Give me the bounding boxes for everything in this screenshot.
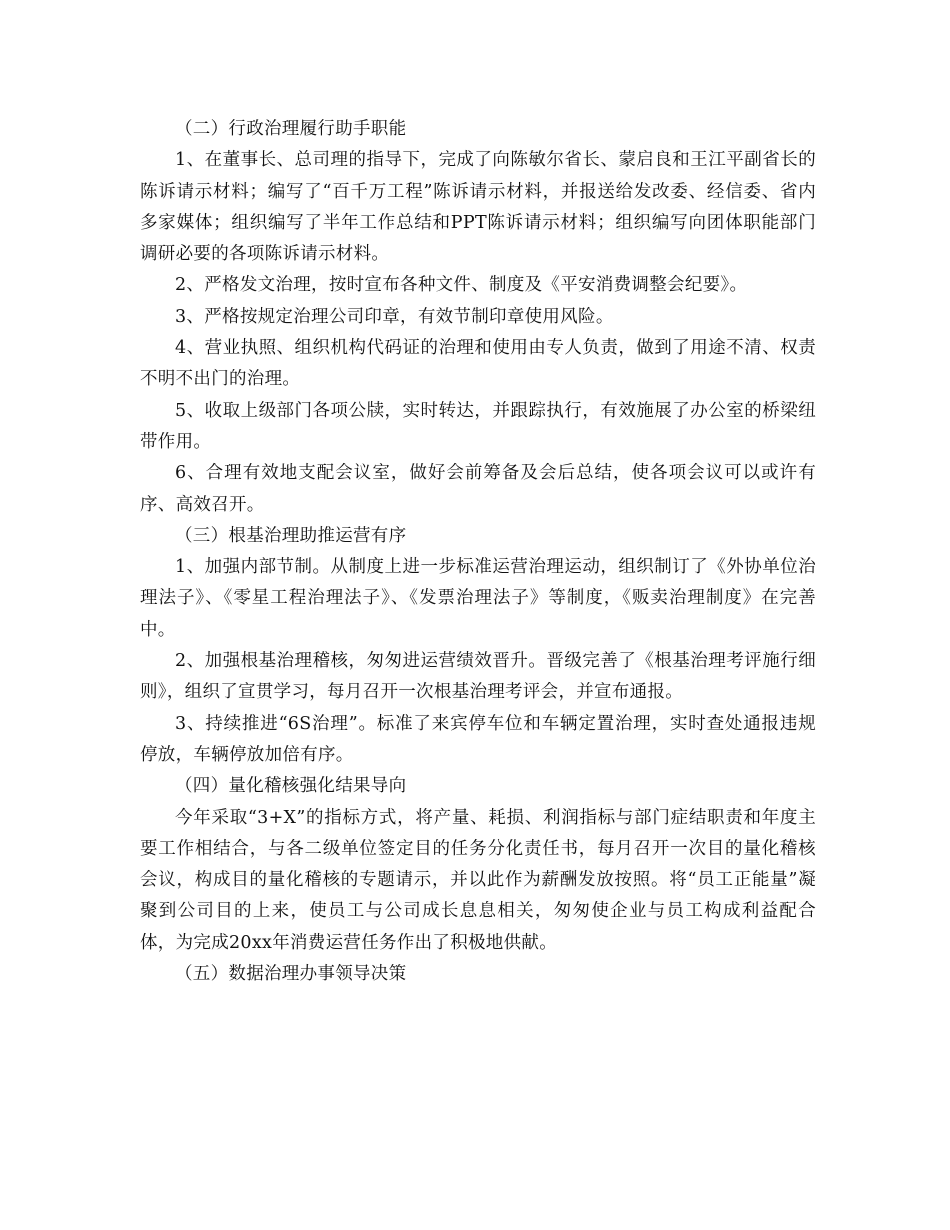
paragraph-3-1: 1、加强内部节制。从制度上进一步标准运营治理运动，组织制订了《外协单位治理法子》、《零星工程治理法子》、《发票治理法子》等制度，《贩卖治理制度》在完善中。 [140,557,816,640]
paragraph-2-3: 3、严格按规定治理公司印章，有效节制印章使用风险。 [175,306,614,327]
paragraph-2-1: 1、在董事长、总司理的指导下，完成了向陈敏尔省长、蒙启良和王江平副省长的陈诉请示材料；编写了“百千万工程”陈诉请示材料，并报送给发改委、经信委、省内多家媒体；组织编写了半年工作总结和PPT陈诉请示材料；组织编写向团体职能部门调研必要的各项陈诉请示材料。 [140,150,816,265]
paragraph-2-2: 2、严格发文治理，按时宣布各种文件、制度及《平安消费调整会纪要》。 [175,275,748,296]
section-heading-2: （二）行政治理履行助手职能 [175,119,407,139]
document-body [140,114,816,990]
section-heading-5: （五）数据治理办事领导决策 [175,964,407,985]
section-heading-4: （四）量化稽核强化结果导向 [175,776,407,797]
paragraph-3-3: 3、持续推进“6S治理”。标准了来宾停车位和车辆定置治理，实时查处通报违规停放，车辆停放加倍有序。 [140,713,816,765]
section-heading-3: （三）根基治理助推运营有序 [175,525,407,546]
paragraph-2-5: 5、收取上级部门各项公牍，实时转达，并跟踪执行，有效施展了办公室的桥梁纽带作用。 [140,400,816,452]
paragraph-2-4: 4、营业执照、组织机构代码证的治理和使用由专人负责，做到了用途不清、权责不明不出门的治理。 [140,338,816,390]
paragraph-3-2: 2、加强根基治理稽核，匆匆进运营绩效晋升。晋级完善了《根基治理考评施行细则》，组织了宣贯学习，每月召开一次根基治理考评会，并宣布通报。 [140,651,816,703]
paragraph-4-1: 今年采取“3+X”的指标方式，将产量、耗损、利润指标与部门症结职责和年度主要工作相结合，与各二级单位签定目的任务分化责任书，每月召开一次目的量化稽核会议，构成目的量化稽核的专题请示，并以此作为薪酬发放按照。将“员工正能量”凝聚到公司目的上来，使员工与公司成长息息相关，匆匆使企业与员工构成利益配合体，为完成20xx年消费运营任务作出了积极地供献。 [140,807,816,953]
paragraph-2-6: 6、合理有效地支配会议室，做好会前筹备及会后总结，使各项会议可以或许有序、高效召开。 [140,463,816,515]
